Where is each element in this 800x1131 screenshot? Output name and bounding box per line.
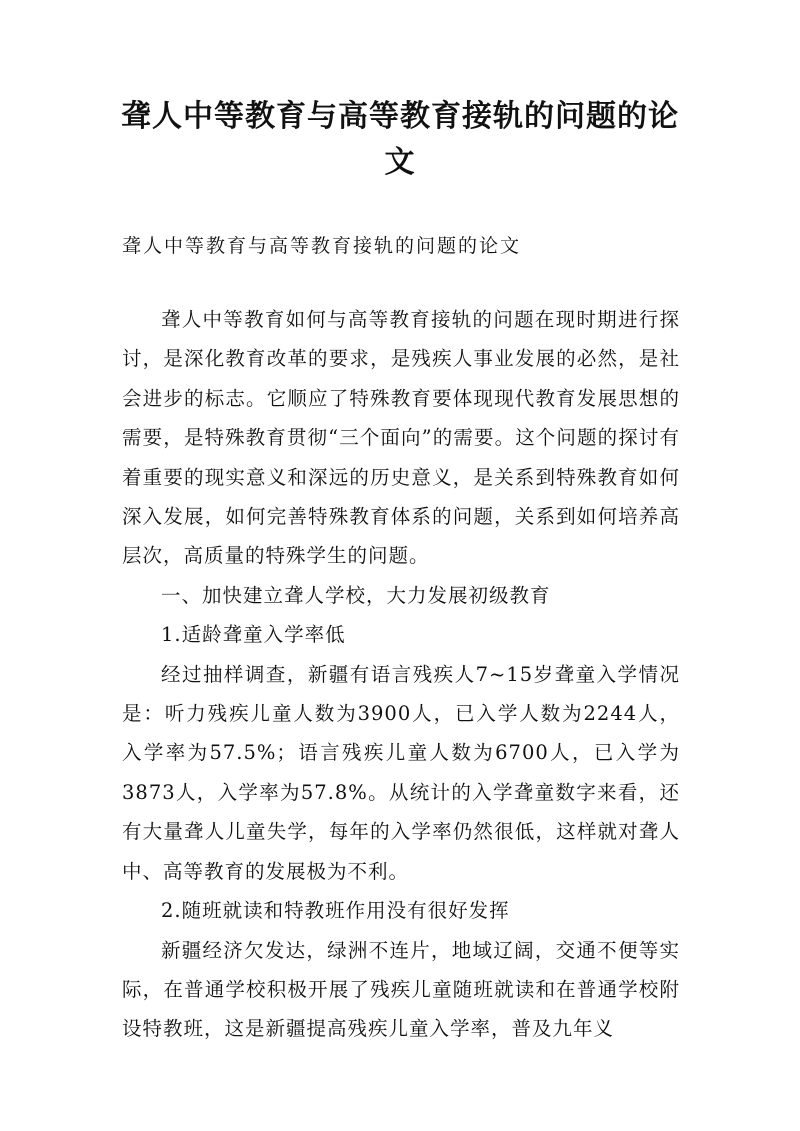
subsection-heading: 2.随班就读和特教班作用没有很好发挥 <box>161 899 510 923</box>
subsection-heading: 1.适龄聋童入学率低 <box>161 623 346 647</box>
paragraph: 新疆经济欠发达，绿洲不连片，地域辽阔，交通不便等实际，在普通学校积极开展了残疾儿童随班就读和在普通学校附设特教班，这是新疆提高残疾儿童入学率，普及九年义 <box>122 938 680 1041</box>
document-title: 聋人中等教育与高等教育接轨的问题的论文 <box>121 99 679 180</box>
paragraph: 经过抽样调查，新疆有语言残疾人7~15岁聋童入学情况是：听力残疾儿童人数为3900人，已入学人数为2244人，入学率为57.5%；语言残疾儿童人数为6700人，已入学为3873人，入学率为57.8%。从统计的入学聋童数字来看，还有大量聋人儿童失学，每年的入学率仍然很低，这样就对聋人中、高等教育的发展极为不利。 <box>122 662 680 883</box>
paragraph-intro: 聋人中等教育如何与高等教育接轨的问题在现时期进行探讨，是深化教育改革的要求，是残疾人事业发展的必然，是社会进步的标志。它顺应了特殊教育要体现现代教育发展思想的需要，是特殊教育贯彻“三个面向”的需要。这个问题的探讨有着重要的现实意义和深远的历史意义，是关系到特殊教育如何深入发展，如何完善特殊教育体系的问题，关系到如何培养高层次，高质量的特殊学生的问题。 <box>122 308 680 568</box>
document-body <box>122 300 680 1049</box>
section-heading: 一、加快建立聋人学校，大力发展初级教育 <box>161 583 551 607</box>
document-subtitle: 聋人中等教育与高等教育接轨的问题的论文 <box>122 235 522 257</box>
